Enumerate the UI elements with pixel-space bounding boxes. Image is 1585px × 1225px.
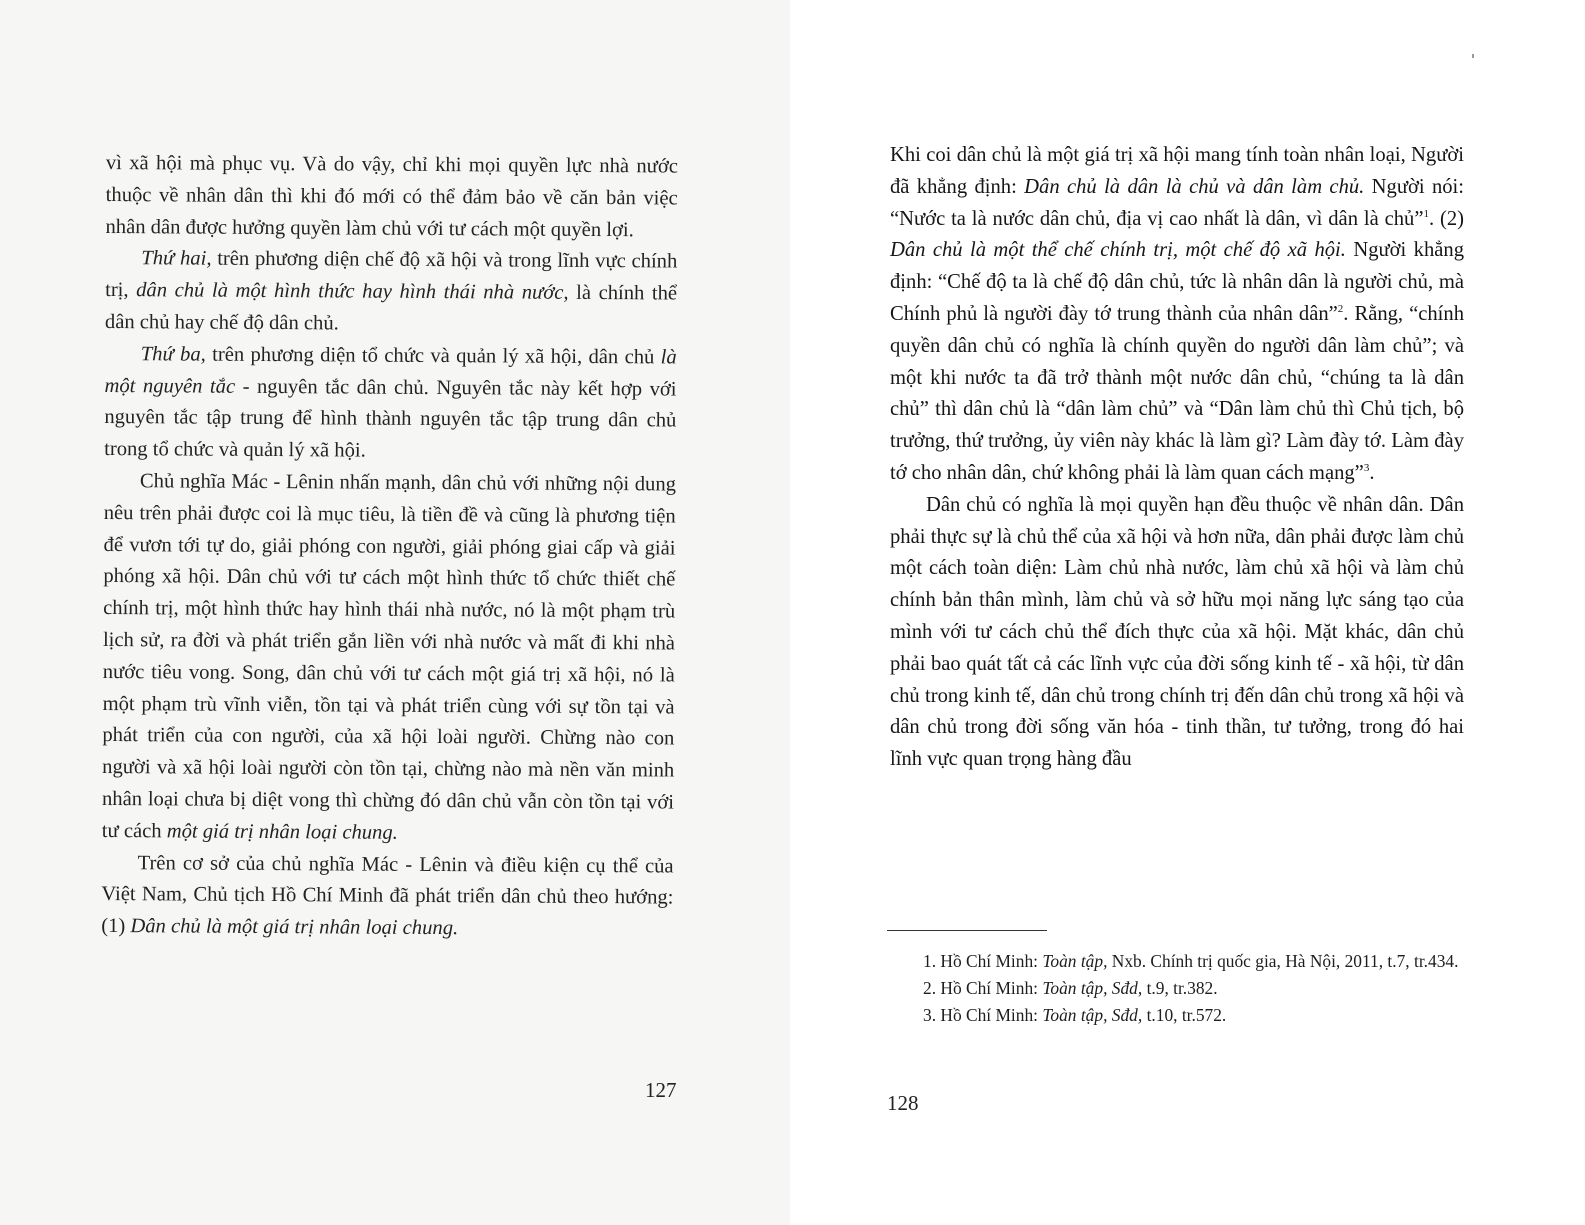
text-run: . (1369, 461, 1375, 484)
italic-text: Toàn tập, Sđd, (1042, 1005, 1143, 1025)
text-run: 2. Hồ Chí Minh: (923, 978, 1043, 998)
right-page-body (890, 140, 1464, 776)
paragraph (890, 140, 1464, 490)
italic-text: Dân chủ là dân là chủ và dân làm chủ. (1024, 175, 1365, 198)
scan-speck (1472, 54, 1474, 58)
text-run: vì xã hội mà phục vụ. Và do vậy, chỉ khi mọi quyền lực nhà nước thuộc về nhân dân thì khi đó mới có thể đảm bảo về căn bản việc nhân dân được hưởng quyền làm chủ với tư cách một quyền lợi. (105, 151, 678, 241)
text-run: Người nói: “Nước ta là nước dân chủ, địa vị cao nhất là dân, vì dân là chủ” (890, 175, 1464, 230)
italic-text: một giá trị nhân loại chung. (166, 820, 398, 844)
paragraph (104, 339, 677, 470)
footnote-ref: 1 (1423, 207, 1429, 220)
text-run: trên phương diện tổ chức và quản lý xã hội, dân chủ (205, 343, 661, 369)
paragraph (105, 243, 678, 342)
text-run: Dân chủ có nghĩa là mọi quyền hạn đều thuộc về nhân dân. Dân phải thực sự là chủ thể của xã hội và hơn nữa, dân phải được làm chủ một cách toàn diện: Làm chủ nhà nước, làm chủ xã hội và làm chủ chính bản thân mình, làm chủ và sở hữu mọi năng lực sáng tạo của mình với tư cách chủ thể đích thực của xã hội. Mặt khác, dân chủ phải bao quát tất cả các lĩnh vực của đời sống kinh tế - xã hội, từ dân chủ trong kinh tế, dân chủ trong chính trị đến dân chủ trong xã hội và dân chủ trong đời sống văn hóa - tinh thần, tư tưởng, trong đó hai lĩnh vực quan trọng hàng đầu (890, 493, 1464, 771)
paragraph (890, 490, 1464, 776)
italic-text: là một nguyên tắc (104, 346, 677, 398)
text-run: trên phương diện chế độ xã hội và trong lĩnh vực chính trị, (105, 248, 678, 302)
italic-text: Toàn tập, (1042, 951, 1108, 971)
footnotes (887, 948, 1461, 1029)
italic-text: dân chủ là một hình thức hay hình thái nhà nước, (136, 279, 569, 305)
footnote-ref: 3 (1363, 461, 1370, 474)
text-run: 1. Hồ Chí Minh: (923, 951, 1043, 971)
italic-text: Dân chủ là một giá trị nhân loại chung. (130, 915, 459, 940)
italic-text: Dân chủ là một thể chế chính trị, một chế độ xã hội. (890, 239, 1346, 262)
italic-text: Thứ ba, (140, 342, 206, 366)
right-page-number: 128 (887, 1091, 919, 1115)
footnote-divider (887, 930, 1047, 931)
text-run: là chính thể dân chủ hay chế độ dân chủ. (104, 282, 678, 335)
text-run: . (2) (1428, 207, 1464, 230)
text-run: t.10, tr.572. (1142, 1005, 1227, 1025)
left-page-body (101, 148, 678, 946)
paragraph (101, 848, 674, 947)
text-run: . Rằng, “chính quyền dân chủ có nghĩa là chính quyền do người dân làm chủ”; và một khi nước ta đã trở thành một nước dân chủ, “chúng ta là dân chủ” thì dân chủ là “dân làm chủ” và “Dân làm chủ thì Chủ tịch, bộ trưởng, thứ trưởng, ủy viên này khác là làm gì? Làm đày tớ. Làm đày tớ cho nhân dân, chứ không phải là làm quan cách mạng” (890, 302, 1464, 484)
text-run: Khi coi dân chủ là một giá trị xã hội mang tính toàn nhân loại, Người đã khẳng định: (890, 144, 1464, 198)
footnote (887, 975, 1461, 1002)
text-run: Người khẳng định: “Chế độ ta là chế độ dân chủ, tức là nhân dân là người chủ, mà Chính phủ là người đày tớ trung thành của nhân dân” (890, 239, 1465, 325)
text-run: t.9, tr.382. (1142, 978, 1218, 998)
italic-text: Toàn tập, Sđd, (1042, 978, 1143, 998)
paragraph (105, 148, 678, 247)
footnote-ref: 2 (1337, 302, 1344, 315)
text-run: - nguyên tắc dân chủ. Nguyên tắc này kết hợp với nguyên tắc tập trung để hình thành nguyên tắc tập trung dân chủ trong tổ chức và quản lý xã hội. (104, 375, 677, 462)
paragraph (102, 466, 676, 851)
text-run: 3. Hồ Chí Minh: (923, 1005, 1043, 1025)
left-page-number: 127 (645, 1078, 677, 1102)
text-run: Trên cơ sở của chủ nghĩa Mác - Lênin và điều kiện cụ thể của Việt Nam, Chủ tịch Hồ Chí Minh đã phát triển dân chủ theo hướng: (1) (101, 851, 674, 938)
footnote (887, 948, 1461, 975)
footnote (887, 1002, 1461, 1029)
text-run: Chủ nghĩa Mác - Lênin nhấn mạnh, dân chủ với những nội dung nêu trên phải được coi là mục tiêu, là tiền đề và cũng là phương tiện để vươn tới tự do, giải phóng con người, giải phóng giai cấp và giải phóng xã hội. Dân chủ với tư cách một hình thức tổ chức thiết chế chính trị, một hình thức hay hình thái nhà nước, nó là một phạm trù lịch sử, ra đời và phát triển gắn liền với nhà nước và mất đi khi nhà nước tiêu vong. Song, dân chủ với tư cách một giá trị xã hội, nó là một phạm trù vĩnh viễn, tồn tại và phát triển cùng với sự tồn tại và phát triển của con người, của xã hội loài người. Chừng nào con người và xã hội loài người còn tồn tại, chừng nào mà nền văn minh nhân loại chưa bị diệt vong thì chừng đó dân chủ vẫn còn tồn tại với tư cách (101, 470, 677, 843)
italic-text: Thứ hai, (141, 247, 212, 271)
text-run: Nxb. Chính trị quốc gia, Hà Nội, 2011, t.7, tr.434. (1107, 951, 1459, 971)
